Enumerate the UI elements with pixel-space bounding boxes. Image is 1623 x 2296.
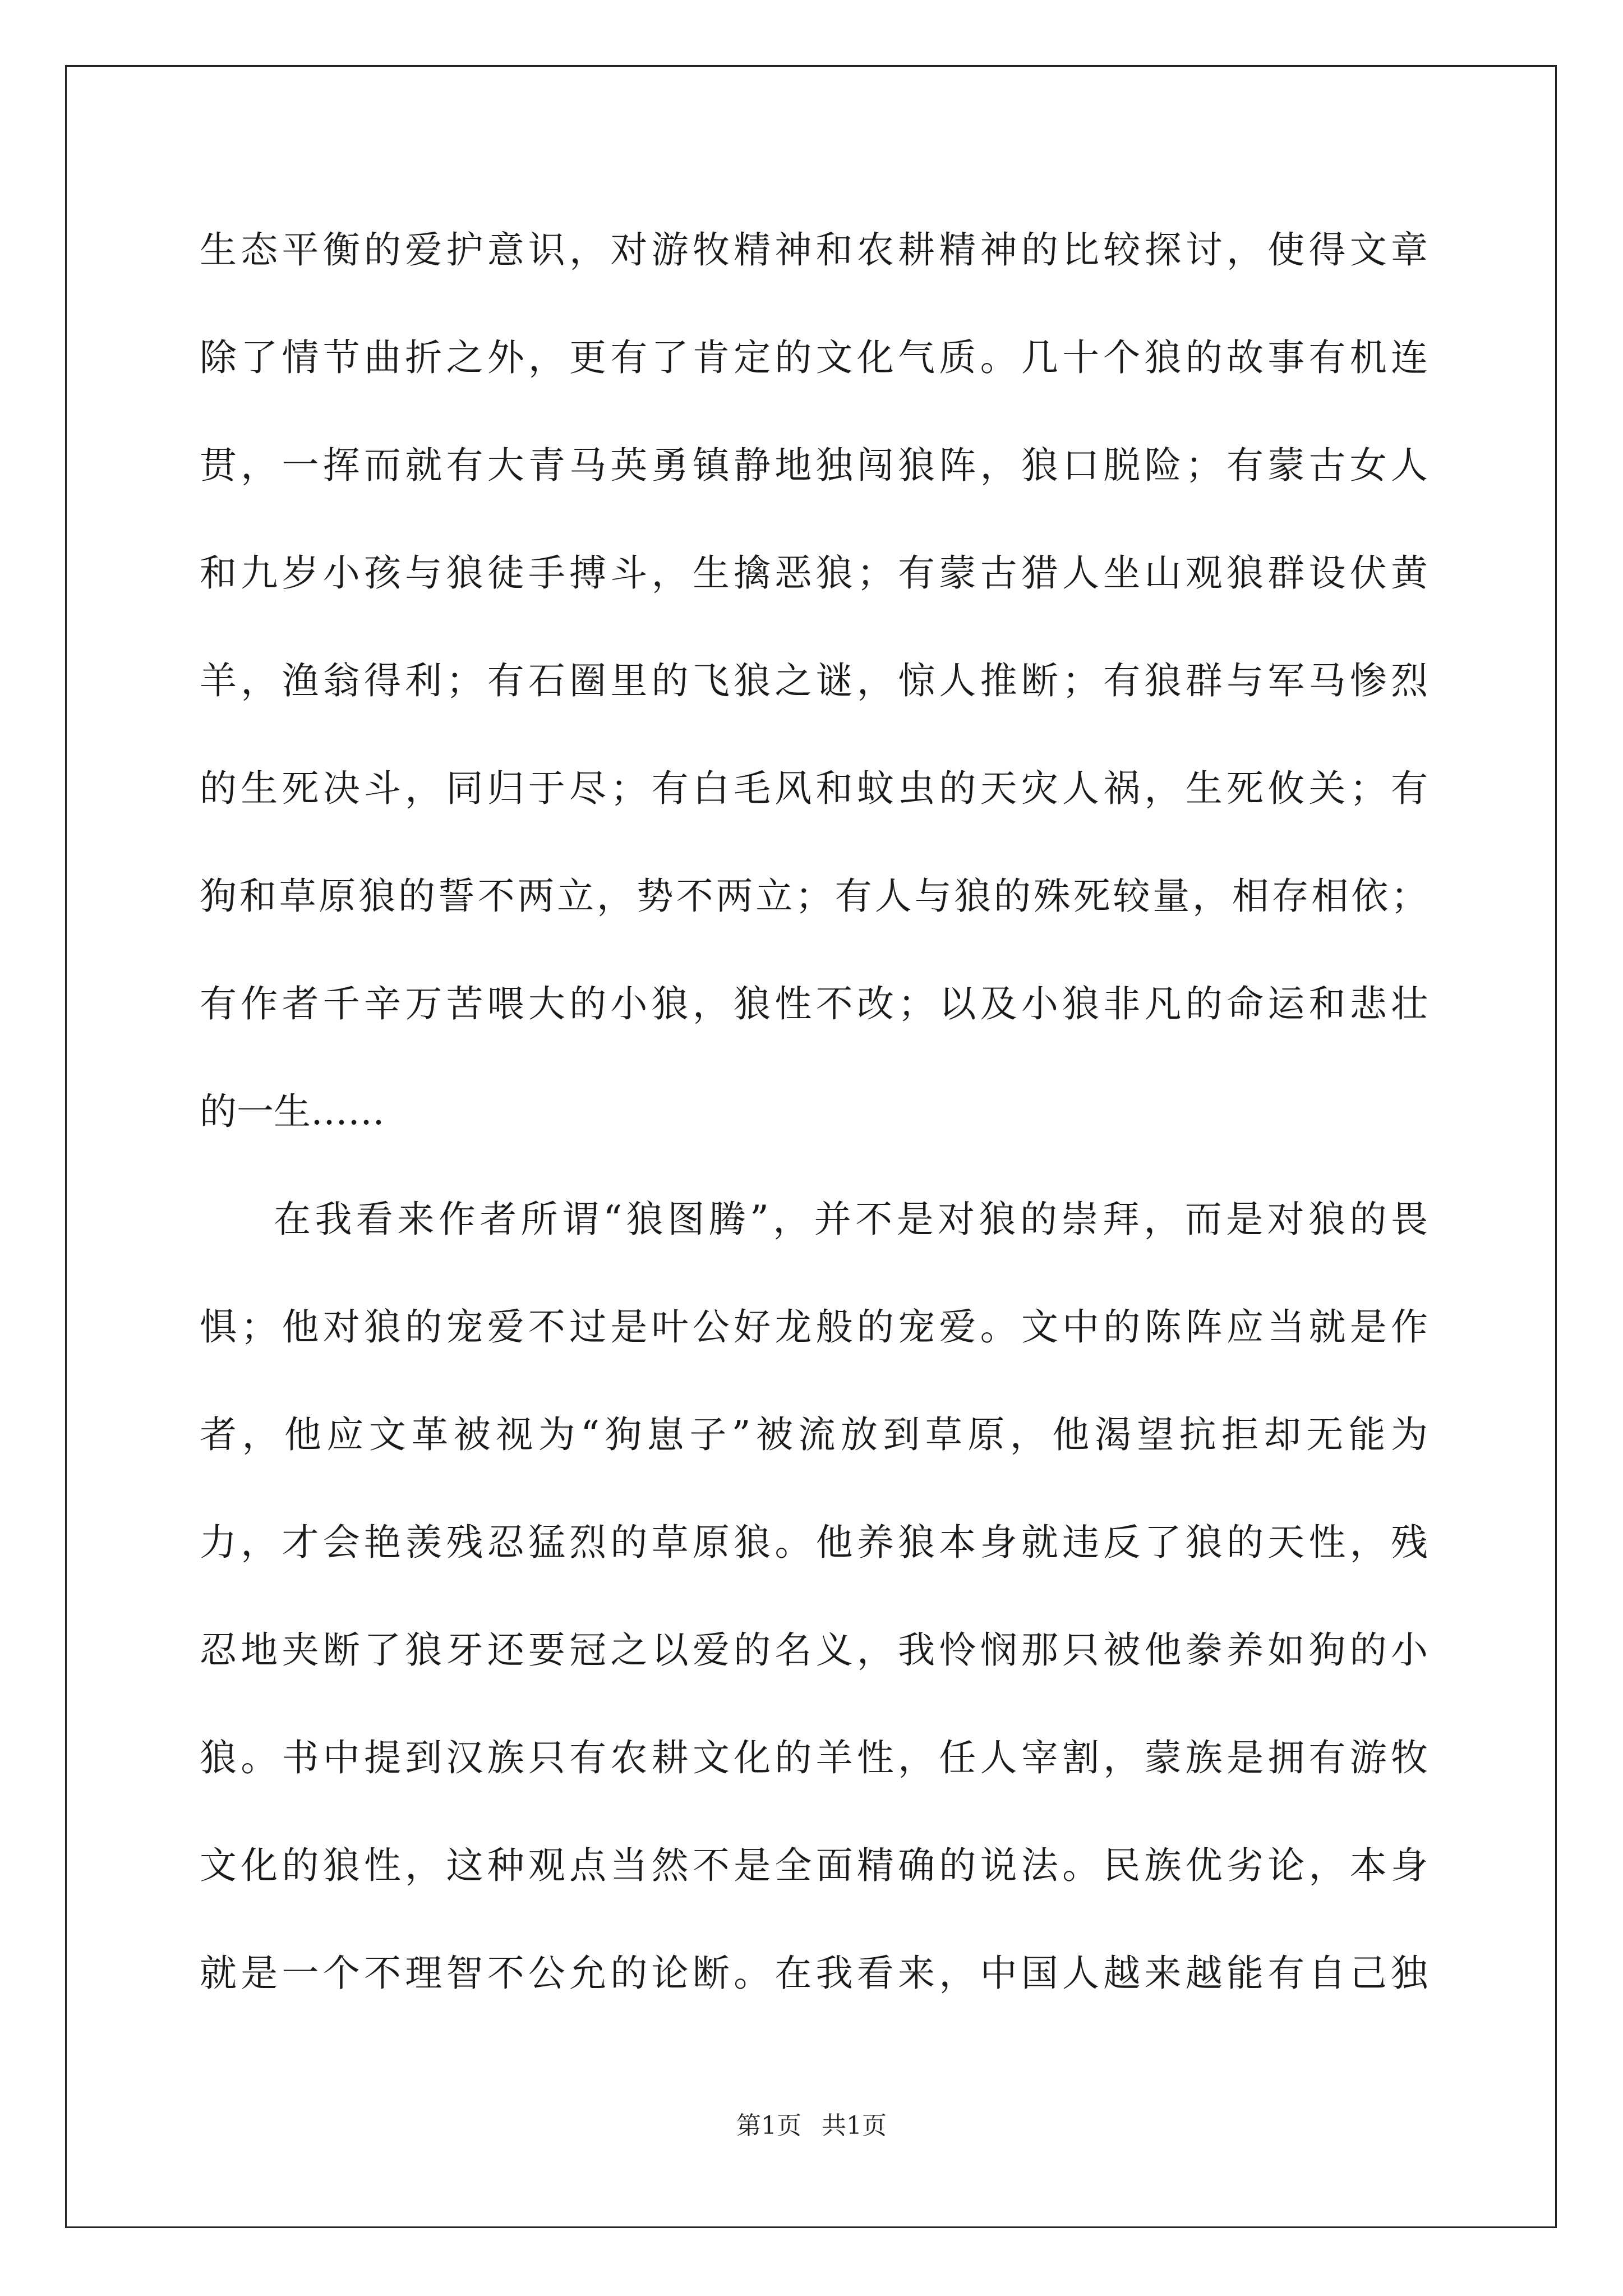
page-footer xyxy=(0,2110,1623,2142)
text-line-paragraph-end: 的一生…… xyxy=(200,1090,385,1133)
text-line: 力，才会艳羡残忍猛烈的草原狼。他养狼本身就违反了狼的天性，残 xyxy=(200,1521,1428,1564)
text-line: 的生死决斗，同归于尽；有白毛风和蚊虫的天灾人祸，生死攸关；有 xyxy=(200,767,1428,810)
text-line: 就是一个不理智不公允的论断。在我看来，中国人越来越能有自己独 xyxy=(200,1952,1428,1995)
text-line-paragraph-start: 在我看来作者所谓“狼图腾”，并不是对狼的崇拜，而是对狼的畏 xyxy=(274,1198,1428,1241)
text-line: 贯，一挥而就有大青马英勇镇静地独闯狼阵，狼口脱险；有蒙古女人 xyxy=(200,444,1428,487)
text-line: 羊，渔翁得利；有石圈里的飞狼之谜，惊人推断；有狼群与军马惨烈 xyxy=(200,659,1428,702)
page-total: 共1页 xyxy=(822,2111,887,2140)
text-line: 狼。书中提到汉族只有农耕文化的羊性，任人宰割，蒙族是拥有游牧 xyxy=(200,1736,1428,1779)
text-line: 狗和草原狼的誓不两立，势不两立；有人与狼的殊死较量，相存相依； xyxy=(200,875,1428,918)
text-line: 者，他应文革被视为“狗崽子”被流放到草原，他渴望抗拒却无能为 xyxy=(200,1413,1428,1456)
page-number: 第1页 xyxy=(736,2111,801,2140)
text-line: 生态平衡的爱护意识，对游牧精神和农耕精神的比较探讨，使得文章 xyxy=(200,228,1428,272)
text-line: 文化的狼性，这种观点当然不是全面精确的说法。民族优劣论，本身 xyxy=(200,1844,1428,1887)
text-line: 和九岁小孩与狼徒手搏斗，生擒恶狼；有蒙古猎人坐山观狼群设伏黄 xyxy=(200,551,1428,595)
document-body xyxy=(200,218,1428,2049)
text-line: 忍地夹断了狼牙还要冠之以爱的名义，我怜悯那只被他豢养如狗的小 xyxy=(200,1628,1428,1672)
text-line: 除了情节曲折之外，更有了肯定的文化气质。几十个狼的故事有机连 xyxy=(200,336,1428,379)
text-line: 有作者千辛万苦喂大的小狼，狼性不改；以及小狼非凡的命运和悲壮 xyxy=(200,982,1428,1025)
text-line: 惧；他对狼的宠爱不过是叶公好龙般的宠爱。文中的陈阵应当就是作 xyxy=(200,1305,1428,1349)
